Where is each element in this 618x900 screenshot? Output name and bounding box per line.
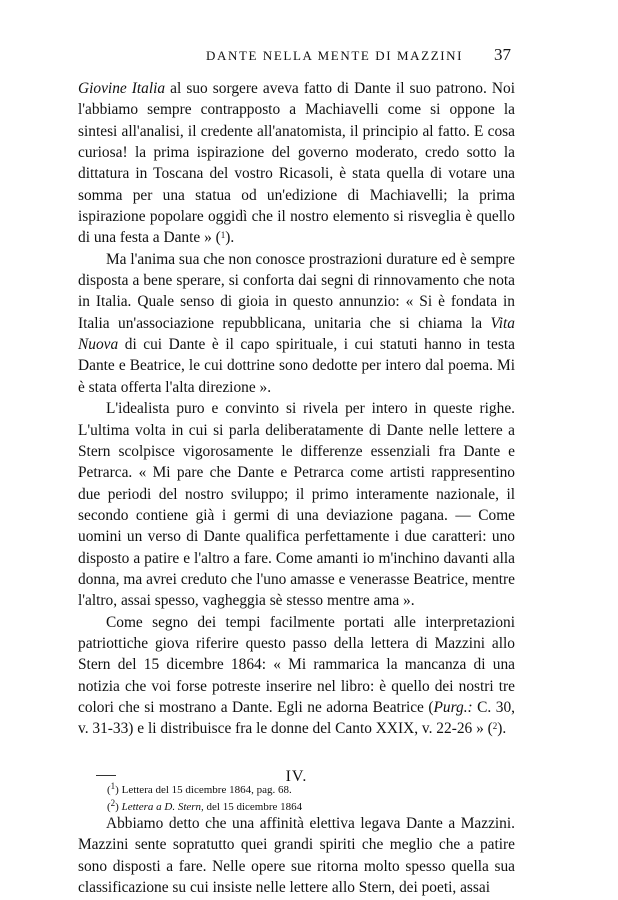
page-number: 37 <box>494 45 511 64</box>
footnote-1: ($^1$) Lettera del 15 dicembre 1864, pag. 68. <box>107 781 292 796</box>
paragraph-3: L'idealista puro e convinto si rivela per intero in queste righe. L'ultima volta in cui si parla deliberatamente di Dante nelle lettere a Stern scolpisce vigorosamente le differenze essenziali fra Dante e Petrarca. « Mi pare che Dante e Petrarca come artisti rappresentino due periodi del nostro sviluppo; il primo interamente nazionale, il secondo contiene già i germi di una deviazione pagana. — Come uomini un verso di Dante qualifica perfettamente i due caratteri: uno disposto a patire e l'altro a fare. Come amanti io m'inchino davanti alla donna, ma avrei creduto che l'uno amasse e venerasse Beatrice, mentre l'altro, assai spesso, vagheggia sè stesso mentre ama ». <box>78 400 515 610</box>
paragraph-4 <box>78 612 515 740</box>
footnote-ref: 1 <box>220 230 226 241</box>
paragraph-tail: ). <box>497 720 507 738</box>
italic-text: Purg.: <box>433 698 473 716</box>
paragraph-text: al suo sorgere aveva fatto di Dante il suo patrono. Noi l'abbiamo sempre contrapposto a Machiavelli come si oppone la sintesi all'analisi, il credente all'anatomista, il principio al fatto. E cosa curiosa! la prima ispirazione del governo moderato, credo sotto la dittatura in Toscana del vostro Ricasoli, è stata quella di votare una somma per una statua od un'edizione di Machiavelli; la prima ispirazione popolare oggidì che il nostro elemento si risveglia è quello di una festa a Dante » ( <box>78 80 515 247</box>
paragraph-text: C. 30, v. 31-33) e li distribuisce fra le donne del Canto XXIX, v. 22-26 » ( <box>78 698 516 738</box>
footnote-text: Lettera del 15 dicembre 1864, pag. 68. <box>121 784 292 796</box>
paragraph-text: Come segno dei tempi facilmente portati alle interpretazioni patriottiche giova riferire questo passo della lettera di Mazzini allo Stern del 15 dicembre 1864: « Mi rammarica la mancanza di una notizia che voi forse potreste inserire nel libro: è quello dei nostri tre colori che si mostrano a Dante. Egli ne adorna Beatrice ( <box>78 613 515 716</box>
running-title: DANTE NELLA MENTE DI MAZZINI <box>206 48 464 63</box>
footnote-ref: 2 <box>492 721 498 732</box>
footnote-text: del 15 dicembre 1864 <box>203 801 303 813</box>
italic-text: Vita Nuova <box>78 314 515 354</box>
body-text <box>78 78 515 898</box>
section-heading: IV. <box>285 767 308 785</box>
footnote-2: ($^2$) Lettera a D. Stern, del 15 dicembre 1864 <box>107 798 303 813</box>
paragraph-1 <box>78 78 515 249</box>
footnote-mark: 1 <box>110 781 116 791</box>
paragraph-tail: ). <box>225 229 235 247</box>
section-paragraph: Abbiamo detto che una affinità elettiva legava Dante a Mazzini. Mazzini sente sopratutto quei grandi spiriti che meglio che a patire sono disposti a fare. Nelle opere sue ritorna molto spesso quella sua classificazione su cui insiste nelle lettere allo Stern, dei poeti, assai <box>78 815 515 897</box>
footnote-mark: 2 <box>110 798 116 808</box>
footnotes <box>107 782 507 816</box>
paragraph-text: Ma l'anima sua che non conosce prostrazioni durature ed è sempre disposta a bene sperare, si conforta dai segni di rinnovamento che nota in Italia. Quale senso di gioia in questo annunzio: « Si è fondata in Italia un'associazione repubblicana, unitaria che si chiama la <box>78 250 515 332</box>
paragraph-text: di cui Dante è il capo spirituale, i cui statuti hanno in testa Dante e Beatrice, le cui dottrine sono dedotte per intero dal poema. Mi è stata offerta l'alta direzione ». <box>78 336 515 396</box>
footnote-italic: Lettera a D. Stern, <box>121 801 204 813</box>
paragraph-2 <box>78 249 515 398</box>
running-header <box>0 45 618 68</box>
footnote-rule <box>96 775 116 776</box>
italic-text: Giovine Italia <box>78 80 166 97</box>
